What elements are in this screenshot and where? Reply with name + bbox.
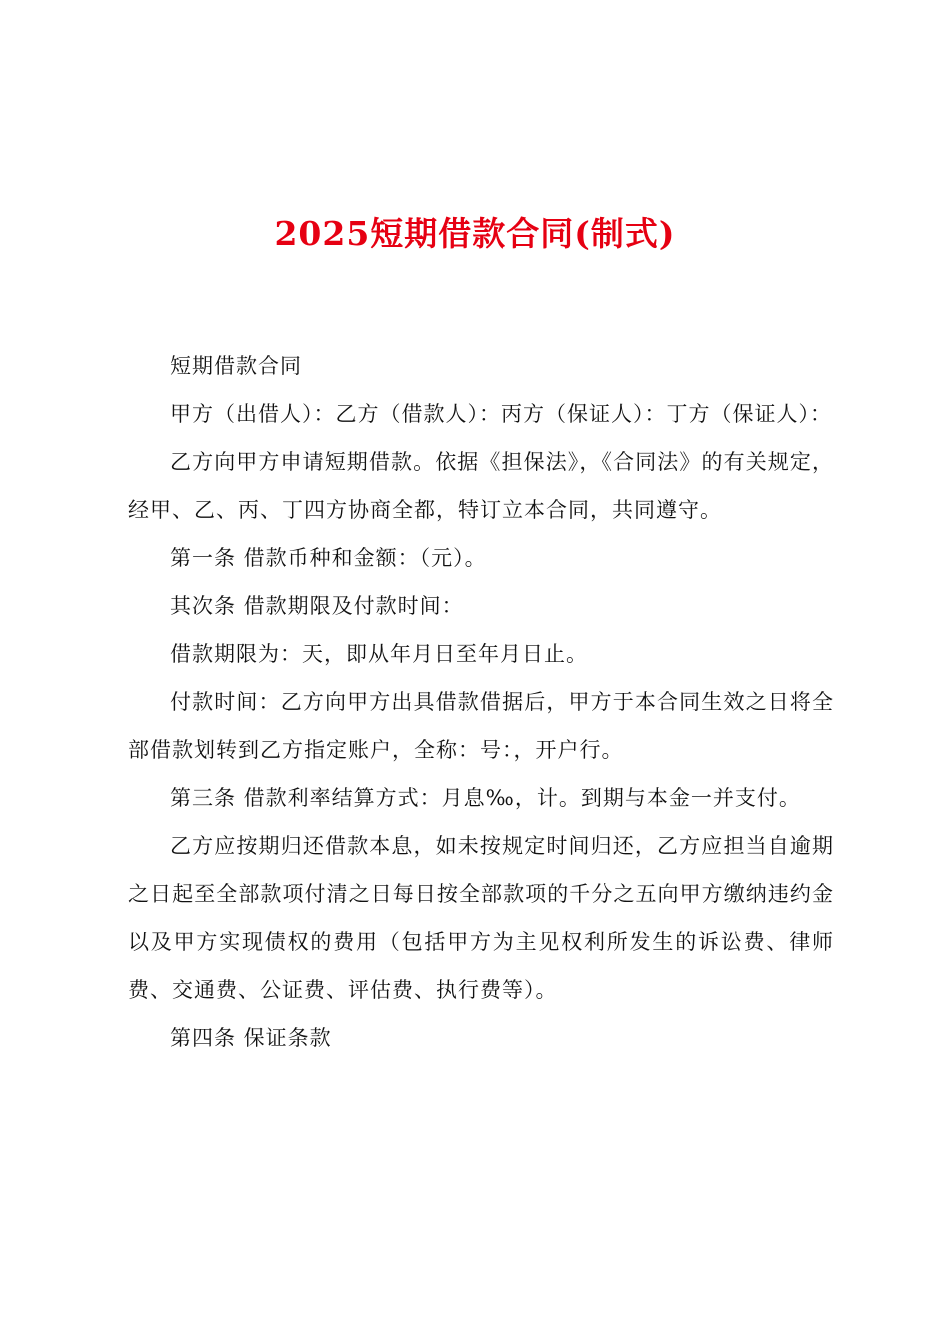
- paragraph-heading: 短期借款合同: [170, 354, 302, 378]
- paragraph-repayment: 乙方应按期归还借款本息，如未按规定时间归还，乙方应担当自逾期之日起至全部款项付清之日每日按全部款项的千分之五向甲方缴纳违约金以及甲方实现债权的费用（包括甲方为主见权利所发生的诉讼费、律师费、交通费、公证费、评估费、执行费等）。: [128, 834, 834, 1002]
- paragraph-article-2: 其次条 借款期限及付款时间：: [170, 594, 464, 618]
- paragraph-loan-term: 借款期限为：天，即从年月日至年月日止。: [170, 642, 588, 666]
- paragraph-article-3: 第三条 借款利率结算方式：月息‰，计。到期与本金一并支付。: [170, 786, 801, 810]
- paragraph-parties: 甲方（出借人）：乙方（借款人）：丙方（保证人）：丁方（保证人）：: [170, 402, 832, 426]
- document-title: 2025短期借款合同(制式): [274, 214, 676, 253]
- paragraph-payment-time: 付款时间：乙方向甲方出具借款借据后，甲方于本合同生效之日将全部借款划转到乙方指定账户，全称：号：，开户行。: [128, 690, 834, 762]
- paragraph-article-4: 第四条 保证条款: [170, 1026, 332, 1050]
- paragraph-preamble: 乙方向甲方申请短期借款。依据《担保法》，《合同法》的有关规定，经甲、乙、丙、丁四方协商全都，特订立本合同，共同遵守。: [128, 450, 834, 522]
- paragraph-article-1: 第一条 借款币种和金额：（元）。: [170, 546, 487, 570]
- document-body: [128, 342, 834, 1062]
